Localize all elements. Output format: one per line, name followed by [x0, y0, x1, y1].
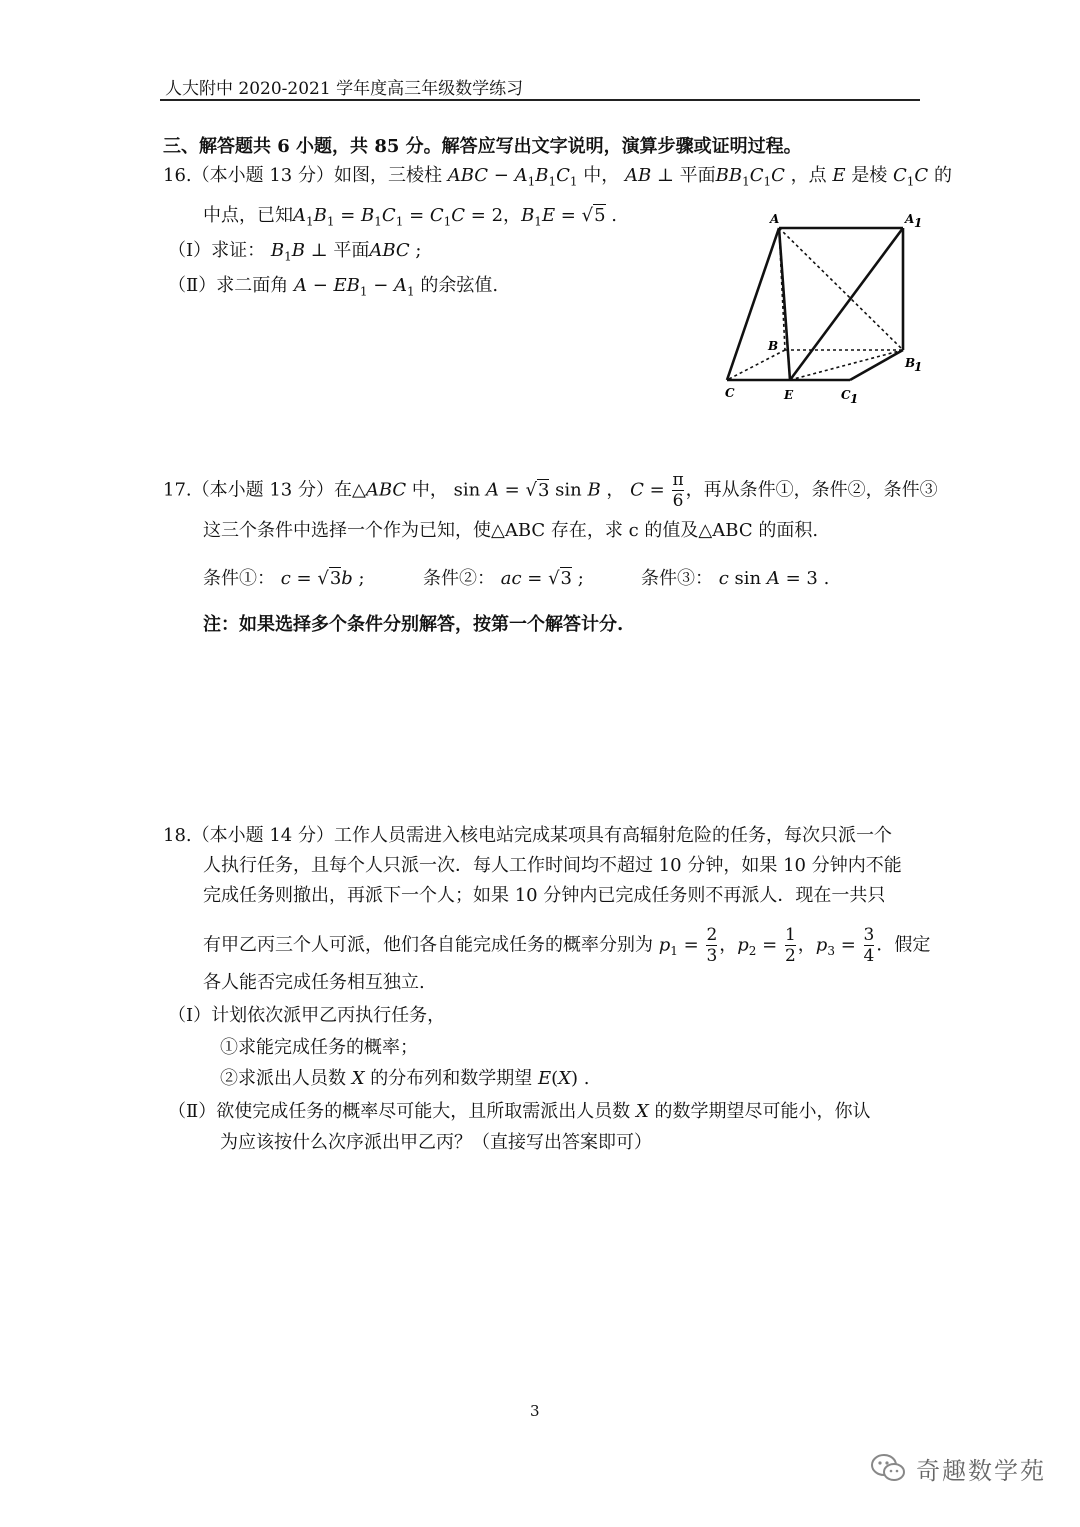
- condition-3: 条件③： c sin A = 3 .: [641, 568, 830, 589]
- section-title: 三、解答题共 6 小题，共 85 分。解答应写出文字说明，演算步骤或证明过程。: [163, 136, 802, 157]
- label-B1-sub: 1: [914, 360, 923, 374]
- label-C1-sub: 1: [850, 392, 859, 405]
- page-header-title: 人大附中 2020-2021 学年度高三年级数学练习: [165, 79, 524, 99]
- q17-conditions: [203, 566, 830, 592]
- p1-fraction: $\frac{2}{3}$: [706, 925, 718, 966]
- q16-part1: （Ⅰ）求证： $B_1B$ ⊥ 平面ABC ;: [168, 240, 422, 264]
- label-C: C: [725, 386, 735, 400]
- q18-part1-2: ②求派出人员数 X 的分布列和数学期望 E(X) .: [220, 1068, 590, 1089]
- header-divider: [160, 99, 920, 101]
- q18-line2: 人执行任务，且每个人只派一次．每人工作时间均不超过 10 分钟，如果 10 分钟内不能: [203, 855, 902, 876]
- label-C1: C: [841, 388, 851, 402]
- q18-part1-1: ①求能完成任务的概率；: [220, 1037, 418, 1058]
- edge-EB1: [790, 350, 903, 380]
- q18-line5: 各人能否完成任务相互独立.: [203, 972, 425, 993]
- q17-line2: 这三个条件中选择一个作为已知，使△ABC 存在，求 c 的值及△ABC 的面积.: [203, 520, 819, 541]
- q16-intro: 16.（本小题 13 分）如图，三棱柱 ABC − $A_1B_1C_1$ 中， AB ⊥ 平面$BB_1C_1C$ ，点 E 是棱 $C_1C$ 的: [163, 165, 952, 189]
- q18-line3: 完成任务则撤出，再派下一个人；如果 10 分钟内已完成任务则不再派人．现在一共只: [203, 885, 886, 906]
- edge-B1C1: [850, 350, 903, 380]
- q18-part1: （Ⅰ）计划依次派甲乙丙执行任务，: [168, 1005, 446, 1026]
- condition-1: 条件①： c = √3b ;: [203, 568, 365, 589]
- edge-AE: [779, 228, 790, 380]
- q17-intro: 17.（本小题 13 分）在△ABC 中， sin A = √3 sin B ， C = $\frac{\pi}{6}$ ，再从条件①，条件②，条件③: [163, 470, 938, 511]
- label-E: E: [784, 388, 794, 402]
- q18-line4: 有甲乙丙三个人可派，他们各自能完成任务的概率分别为 $p_1$ = $\frac{2}{3}$ ，$p_2$ = $\frac{1}{2}$ ，$p_3$ = $\frac{3}{4}$ ．假定: [203, 925, 931, 966]
- edge-AB1: [779, 228, 903, 350]
- label-B1: B: [905, 356, 916, 370]
- p3-fraction: $\frac{3}{4}$: [863, 925, 875, 966]
- q18-part2-cont: 为应该按什么次序派出甲乙丙？（直接写出答案即可）: [220, 1132, 652, 1153]
- watermark: [870, 1448, 1046, 1488]
- condition-2: 条件②： ac = √3 ;: [423, 568, 584, 589]
- q17-note: 注：如果选择多个条件分别解答，按第一个解答计分.: [203, 614, 624, 635]
- wechat-icon: [870, 1452, 906, 1484]
- edge-A1E: [790, 228, 903, 380]
- label-A1: A: [905, 212, 915, 226]
- label-A: A: [770, 212, 780, 226]
- q18-part2: （Ⅱ）欲使完成任务的概率尽可能大，且所取需派出人员数 X 的数学期望尽可能小，你认: [168, 1101, 871, 1122]
- q18-line1: 18.（本小题 14 分）工作人员需进入核电站完成某项具有高辐射危险的任务，每次只派一个: [163, 825, 892, 846]
- label-A1-sub: 1: [914, 216, 923, 230]
- label-B: B: [768, 339, 779, 353]
- edge-AC: [727, 228, 779, 380]
- p2-fraction: $\frac{1}{2}$: [784, 925, 796, 966]
- q16-given: 中点，已知$A_1B_1 = B_1C_1 = C_1C = 2$，$B_1E = √5$ .: [203, 205, 617, 229]
- pi-over-6: $\frac{\pi}{6}$: [672, 470, 684, 511]
- watermark-text: 奇趣数学苑: [916, 1456, 1046, 1485]
- prism-figure: [715, 205, 930, 405]
- q16-part2: （Ⅱ）求二面角 $A - EB_1 - A_1$ 的余弦值.: [168, 275, 499, 299]
- page-number: 3: [530, 1402, 540, 1420]
